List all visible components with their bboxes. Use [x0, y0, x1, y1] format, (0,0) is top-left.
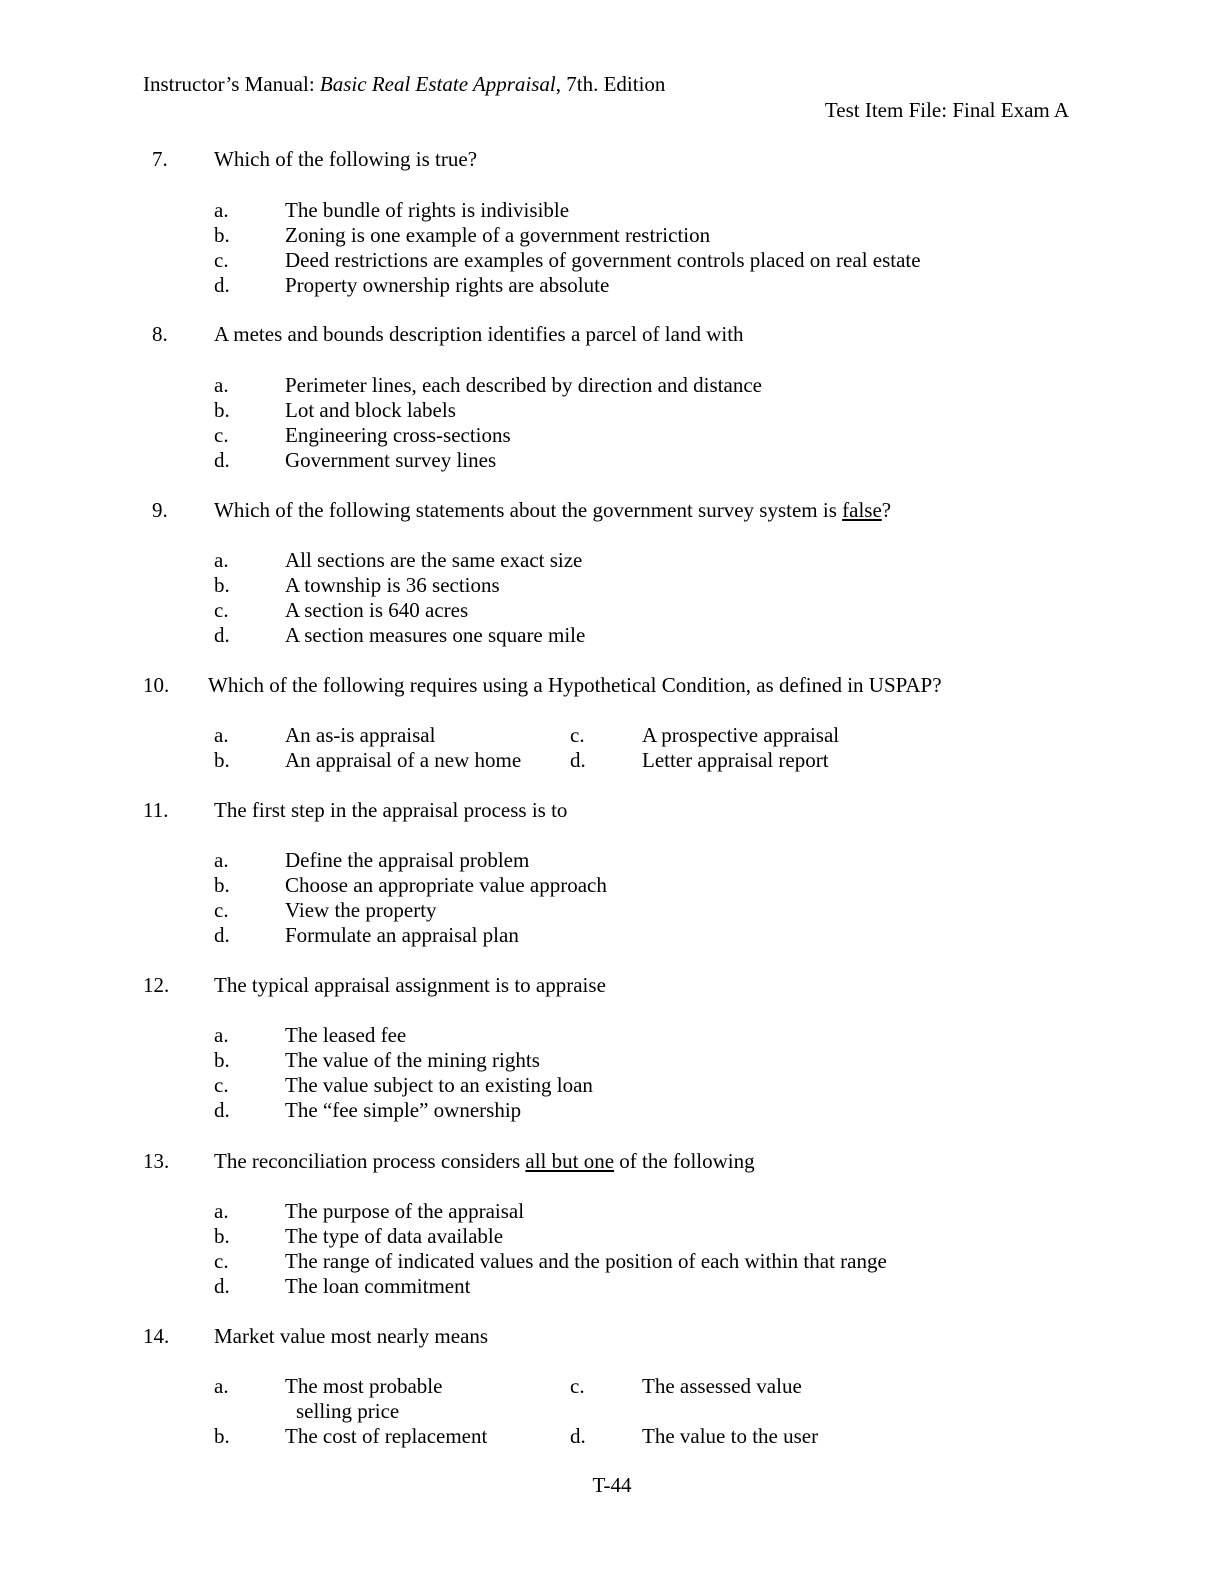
question-number: 13. — [143, 1149, 170, 1173]
question-text-part: of the following — [614, 1149, 755, 1173]
option-text: The cost of replacement — [285, 1424, 488, 1448]
option-letter: b. — [214, 1224, 230, 1248]
option-letter: a. — [214, 1199, 229, 1223]
option-letter: a. — [214, 848, 229, 872]
option-text: A prospective appraisal — [642, 723, 840, 747]
option-text: The “fee simple” ownership — [285, 1098, 522, 1122]
question-number: 12. — [143, 973, 170, 997]
option-text: A section measures one square mile — [285, 623, 586, 647]
question-number: 7. — [152, 147, 168, 171]
option-letter: d. — [214, 1274, 230, 1298]
option-letter: a. — [214, 198, 229, 222]
option-text: Define the appraisal problem — [285, 848, 530, 872]
option-letter: d. — [214, 273, 230, 297]
option-letter: d. — [570, 748, 586, 772]
option-letter: d. — [214, 1098, 230, 1122]
option-letter: a. — [214, 723, 229, 747]
option-text: Government survey lines — [285, 448, 497, 472]
option-letter: b. — [214, 748, 230, 772]
option-text: An appraisal of a new home — [285, 748, 522, 772]
option-text: The loan commitment — [285, 1274, 471, 1298]
option-text: The most probable — [285, 1374, 443, 1398]
option-text: View the property — [285, 898, 437, 922]
question-text-part: Which of the following statements about the government survey system is — [214, 498, 843, 522]
option-text: The purpose of the appraisal — [285, 1199, 525, 1223]
option-text: Deed restrictions are examples of government controls placed on real estate — [285, 248, 921, 272]
question-text: Which of the following requires using a Hypothetical Condition, as defined in USPAP? — [208, 673, 942, 697]
option-letter: c. — [214, 898, 229, 922]
option-letter: d. — [214, 623, 230, 647]
option-text: The value subject to an existing loan — [285, 1073, 593, 1097]
question-text — [214, 1149, 755, 1174]
option-letter: c. — [214, 1073, 229, 1097]
option-letter: b. — [214, 398, 230, 422]
option-text: Choose an appropriate value approach — [285, 873, 607, 897]
option-text: The range of indicated values and the position of each within that range — [285, 1249, 887, 1273]
option-text: All sections are the same exact size — [285, 548, 583, 572]
option-text: The leased fee — [285, 1023, 407, 1047]
question-number: 9. — [152, 498, 168, 522]
option-letter: b. — [214, 873, 230, 897]
header-prefix: Instructor’s Manual: — [143, 72, 320, 96]
option-letter: c. — [570, 723, 585, 747]
question-text-part: The reconciliation process considers — [214, 1149, 526, 1173]
option-text: The bundle of rights is indivisible — [285, 198, 570, 222]
option-letter: c. — [214, 598, 229, 622]
option-text: The value of the mining rights — [285, 1048, 540, 1072]
option-letter: b. — [214, 1048, 230, 1072]
option-text: The assessed value — [642, 1374, 802, 1398]
option-letter: c. — [214, 1249, 229, 1273]
option-letter: b. — [214, 1424, 230, 1448]
option-letter: d. — [570, 1424, 586, 1448]
option-text: A township is 36 sections — [285, 573, 500, 597]
question-number: 8. — [152, 322, 168, 346]
option-text: Zoning is one example of a government restriction — [285, 223, 711, 247]
question-text-part: ? — [881, 498, 892, 522]
question-text: The typical appraisal assignment is to appraise — [214, 973, 606, 997]
option-letter: a. — [214, 1374, 229, 1398]
question-text: Which of the following is true? — [214, 147, 478, 171]
option-letter: c. — [214, 423, 229, 447]
option-text: Engineering cross-sections — [285, 423, 511, 447]
book-title: Basic Real Estate Appraisal — [319, 72, 556, 96]
test-item-file: Test Item File: Final Exam A — [824, 98, 1069, 122]
option-letter: d. — [214, 448, 230, 472]
question-text — [214, 498, 891, 523]
question-text: The first step in the appraisal process is to — [214, 798, 568, 822]
option-text: The value to the user — [642, 1424, 819, 1448]
option-text: An as-is appraisal — [285, 723, 436, 747]
option-text: A section is 640 acres — [285, 598, 469, 622]
header-title — [143, 72, 665, 97]
question-text: Market value most nearly means — [214, 1324, 489, 1348]
option-letter: c. — [570, 1374, 585, 1398]
option-text: Letter appraisal report — [642, 748, 829, 772]
option-letter: a. — [214, 1023, 229, 1047]
page-number: T-44 — [592, 1473, 632, 1497]
option-letter: a. — [214, 548, 229, 572]
question-text: A metes and bounds description identifies a parcel of land with — [214, 322, 744, 346]
question-number: 14. — [143, 1324, 170, 1348]
question-number: 11. — [143, 798, 169, 822]
option-text: Property ownership rights are absolute — [285, 273, 610, 297]
option-text: The type of data available — [285, 1224, 504, 1248]
edition: , 7th. Edition — [555, 72, 666, 96]
option-letter: d. — [214, 923, 230, 947]
option-text: Perimeter lines, each described by direction and distance — [285, 373, 762, 397]
question-number: 10. — [143, 673, 170, 697]
option-letter: c. — [214, 248, 229, 272]
option-letter: b. — [214, 223, 230, 247]
option-letter: a. — [214, 373, 229, 397]
option-text: Lot and block labels — [285, 398, 456, 422]
option-letter: b. — [214, 573, 230, 597]
underlined-word: false — [842, 498, 882, 522]
underlined-phrase: all but one — [525, 1149, 615, 1173]
option-text: Formulate an appraisal plan — [285, 923, 519, 947]
option-text-continued: selling price — [296, 1399, 400, 1423]
